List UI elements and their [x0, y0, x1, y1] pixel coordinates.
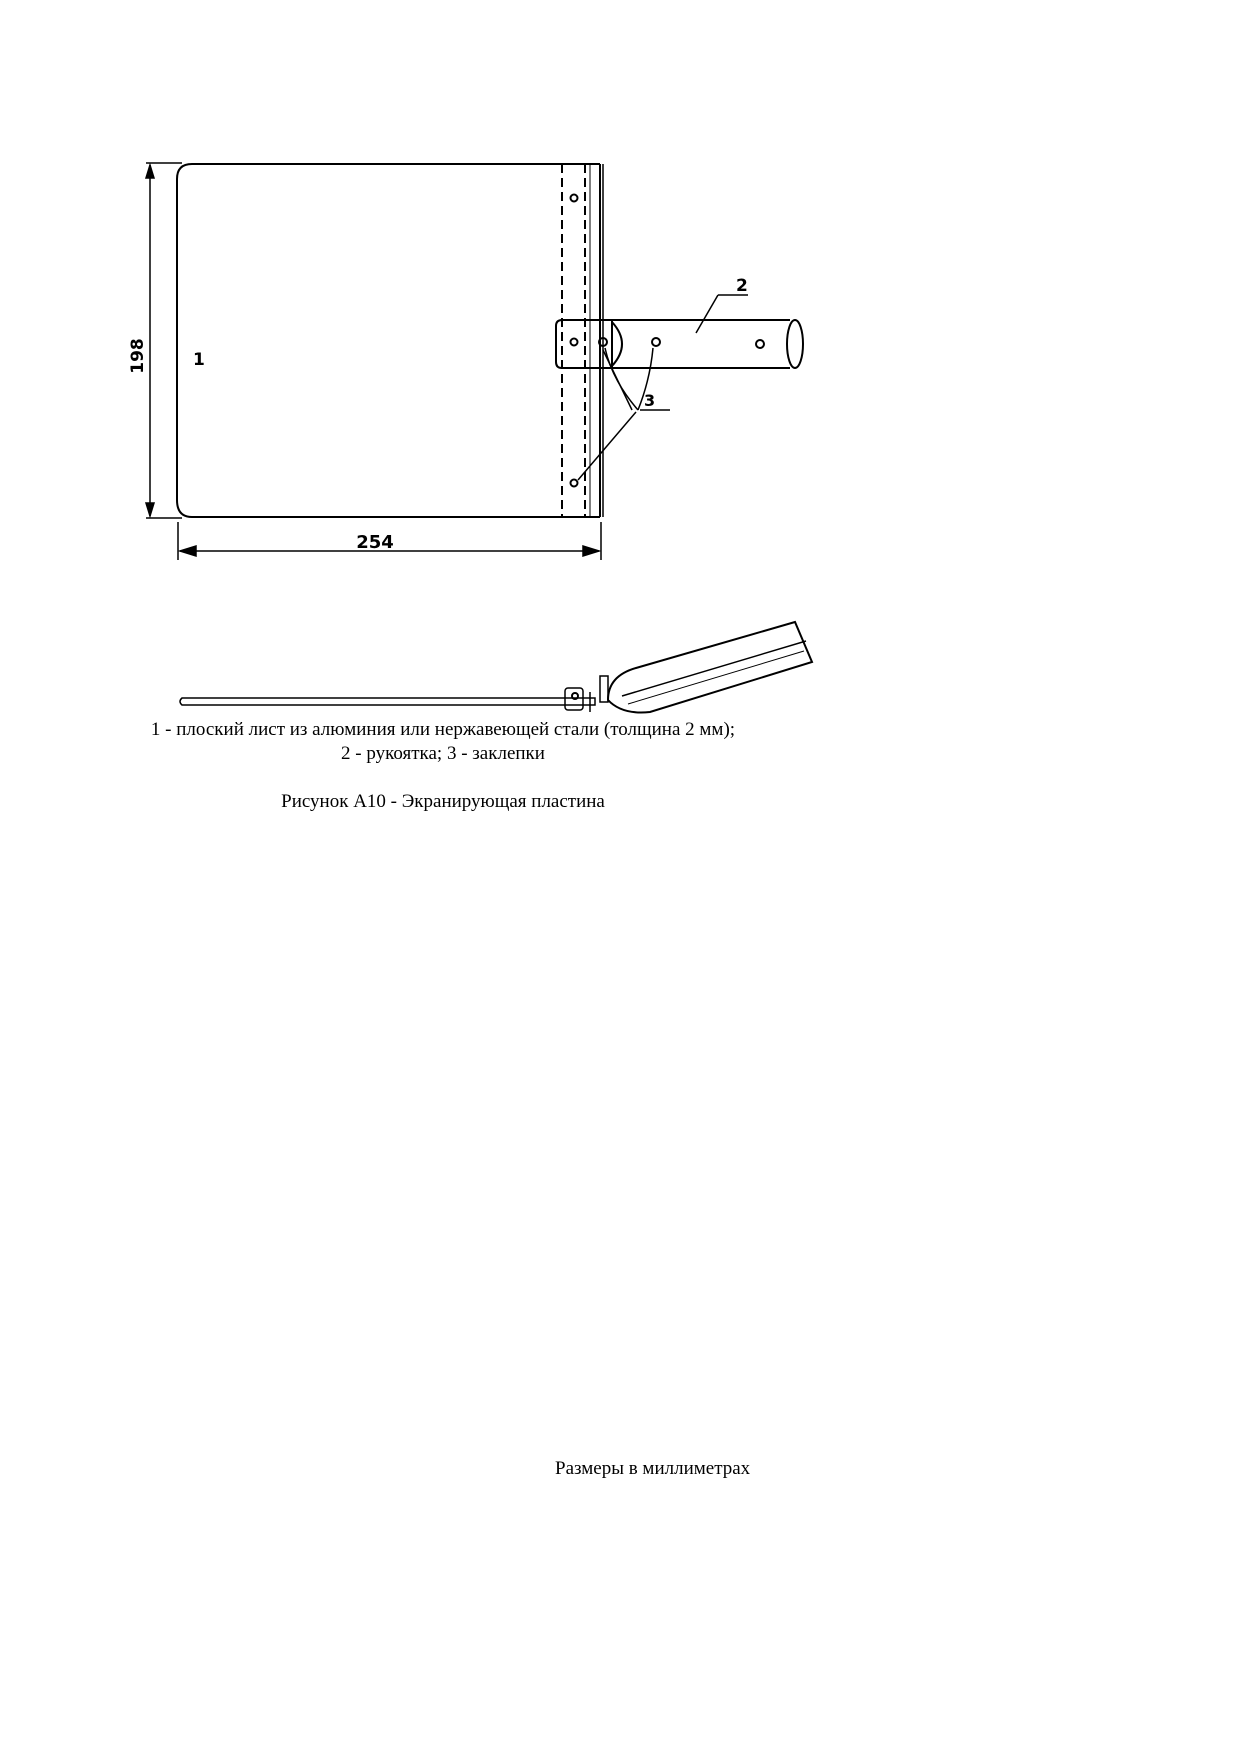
callout-1: 1: [193, 350, 205, 370]
dimension-width-label: 254: [356, 532, 394, 553]
units-note: Размеры в миллиметрах: [555, 1458, 751, 1479]
handle-top-view: [556, 320, 803, 368]
callout-3: 3: [644, 391, 656, 410]
callout-2-leader: [696, 295, 748, 333]
legend-line-2: 2 - рукоятка; 3 - заклепки: [341, 743, 545, 764]
dimension-height-label: 198: [128, 338, 148, 374]
figure-title: Рисунок А10 - Экранирующая пластина: [281, 791, 605, 812]
legend-line-1: 1 - плоский лист из алюминия или нержавеющей стали (толщина 2 мм);: [150, 719, 736, 740]
technical-drawing: [0, 0, 1240, 760]
plate-side-view: [180, 622, 812, 713]
plate-top-view: [177, 164, 603, 517]
callout-2: 2: [736, 276, 748, 296]
